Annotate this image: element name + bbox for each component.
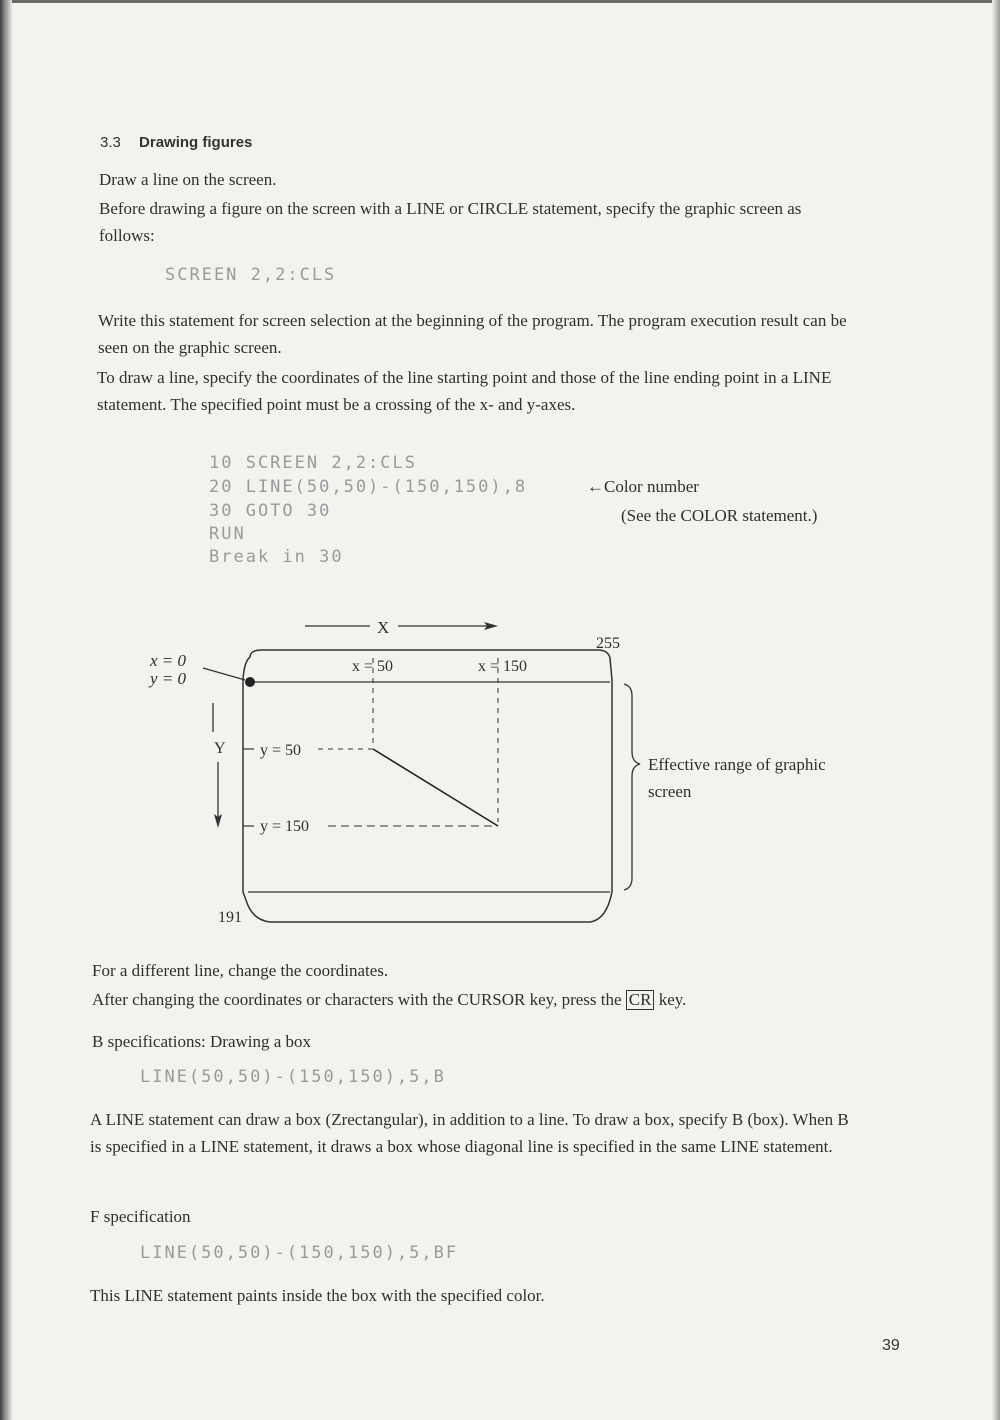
x-axis-label: X [377,618,390,637]
effective-range-label-line-1: Effective range of graphic [648,755,826,774]
intro-line-1: Draw a line on the screen. [99,170,277,189]
f-spec-paragraph: This LINE statement paints inside the box with the specified color. [90,1286,545,1305]
cursor-key-text-end: key. [658,990,687,1009]
origin-y-label: y = 0 [150,669,187,688]
program-line-break: Break in 30 [209,547,344,567]
b-spec-code: LINE(50,50)-(150,150),5,B [140,1067,446,1087]
f-spec-heading: F specification [90,1207,191,1226]
program-line-3: 30 GOTO 30 [209,501,332,521]
see-color-statement-note: (See the COLOR statement.) [621,506,818,525]
section-number: 3.3 [100,134,121,151]
origin-x-label: x = 0 [150,651,187,670]
y-axis-label: Y [214,740,226,757]
color-number-annotation [587,477,699,497]
paragraph-draw-line: To draw a line, specify the coordinates of the line starting point and those of the line ending point in a LINE statement. The specified point must be a crossing of the x- and y-axes. [97,368,832,414]
code-screen-statement: SCREEN 2,2:CLS [165,265,337,285]
y-max-label: 191 [218,909,242,926]
left-arrow-icon: ← [587,477,604,496]
effective-range-label-line-2: screen [648,782,692,801]
x50-label: x = 50 [352,658,394,675]
x150-label: x = 150 [478,658,528,675]
y150-label: y = 150 [260,818,310,835]
f-spec-code: LINE(50,50)-(150,150),5,BF [140,1243,459,1263]
b-spec-heading: B specifications: Drawing a box [92,1032,312,1051]
origin-point [245,677,255,687]
program-line-run: RUN [209,524,246,544]
x-max-label: 255 [596,635,620,652]
y50-label: y = 50 [260,742,302,759]
origin-pointer-line [203,668,245,680]
cursor-key-text: After changing the coordinates or characters with the CURSOR key, press the [92,990,622,1009]
paragraph-cursor-key [92,986,862,1013]
paragraph-write-statement: Write this statement for screen selection at the beginning of the program. The program execution result can be seen on the graphic screen. [98,311,847,357]
page-edge-top [0,0,1000,3]
graphic-screen-diagram [0,600,1000,940]
cr-key-symbol: CR [626,990,655,1010]
drawn-diagonal-line [373,749,498,826]
effective-range-brace [624,684,640,890]
color-number-label: Color number [604,477,699,496]
program-line-1: 10 SCREEN 2,2:CLS [209,453,417,473]
section-title: Drawing figures [139,134,253,151]
page-number: 39 [882,1337,900,1354]
paragraph-different-line: For a different line, change the coordinates. [92,961,389,980]
intro-line-2: Before drawing a figure on the screen with a LINE or CIRCLE statement, specify the graphic screen as follows: [99,199,802,245]
section-heading [100,134,252,151]
b-spec-paragraph: A LINE statement can draw a box (Zrectangular), in addition to a line. To draw a box, specify B (box). When B is specified in a LINE statement, it draws a box whose diagonal line is specified in the same LINE statement. [90,1110,849,1156]
program-line-2: 20 LINE(50,50)-(150,150),8 [209,477,528,497]
screen-outline [243,650,612,922]
